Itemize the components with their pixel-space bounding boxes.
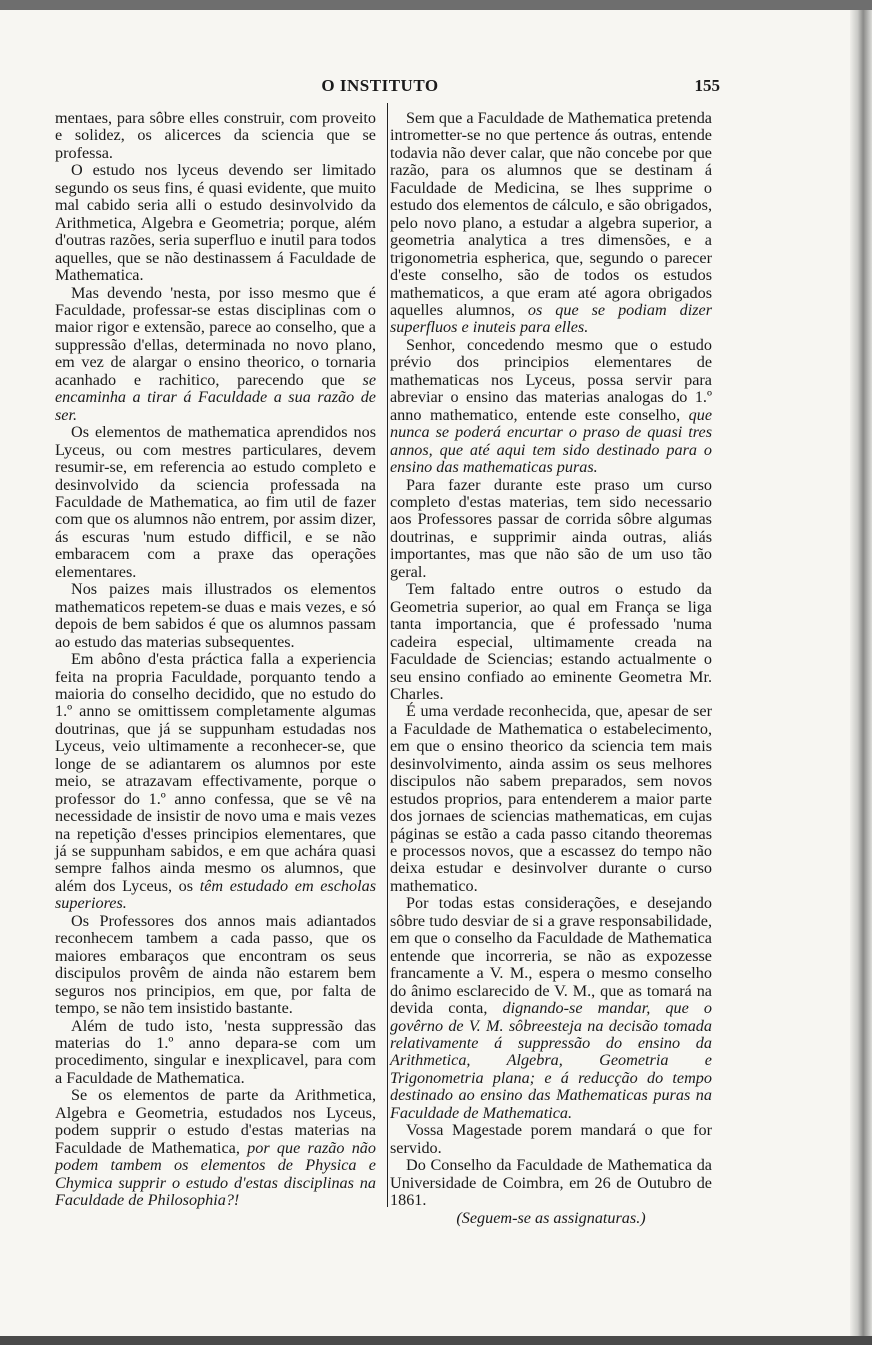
left-paragraph-9-text: Se os elementos de parte da Arithmetica, Algebra e Geometria, estudados nos Lyceus, podem supprir o estudo d'estas materias na Faculdade de Mathematica, (55, 1086, 376, 1157)
scan-top-border (0, 0, 872, 10)
left-paragraph-4: Os elementos de mathematica aprendidos nos Lyceus, ou com mestres particulares, devem resumir-se, em referencia ao estudo completo e desinvolvido da sciencia professada na Faculdade de Mathematica, ao fim util de fazer com que os alumnos não entrem, por assim dizer, ás escuras 'num estudo difficil, e se não embaracem com a praxe das operações elementares. (55, 423, 376, 581)
left-paragraph-8: Além de tudo isto, 'nesta suppressão das materias do 1.º anno depara-se com um procedimento, singular e inexplicavel, para com a Faculdade de Mathematica. (55, 1016, 376, 1087)
left-paragraph-3-emphasis: se encaminha a tirar á Faculdade a sua razão de ser. (55, 370, 376, 424)
right-paragraph-5: É uma verdade reconhecida, que, apesar de ser a Faculdade de Mathematica o estabelecimento, em que o ensino theorico da sciencia tem mais desinvolvimento, ainda assim os seus melhores discipulos não sabem preparados, sem novos estudos proprios, para entenderem a maior parte dos jornaes de sciencias mathematicas, em cujas páginas se estão a cada passo citando theoremas e processos novos, que a escassez do tempo não deixa estudar e desinvolver durante o curso mathematico. (390, 702, 712, 895)
left-paragraph-7: Os Professores dos annos mais adiantados reconhecem tambem a cada passo, que os maiores embaraços que encontram os seus discipulos provêm de ainda não estarem bem seguros nos principios, em que, por falta de tempo, se não tem insistido bastante. (55, 911, 376, 1018)
right-paragraph-2-text: Senhor, concedendo mesmo que o estudo prévio dos principios elementares de mathematicas nos Lyceus, possa servir para abreviar o ensino das materias analogas do 1.º anno mathematico, entende este conselho, (390, 335, 712, 424)
column-divider (387, 103, 388, 1207)
left-paragraph-1: mentaes, para sôbre elles construir, com proveito e solidez, os alicerces da sciencia que se professa. (55, 109, 376, 162)
right-paragraph-2 (390, 337, 712, 477)
right-paragraph-6 (390, 895, 712, 1122)
left-paragraph-3 (55, 285, 376, 425)
scan-bottom-border (0, 1336, 872, 1345)
right-column (390, 110, 712, 1227)
right-paragraph-1 (390, 110, 712, 337)
right-paragraph-6-text: Por todas estas considerações, e desejando sôbre tudo desviar de si a grave responsabilidade, em que o conselho da Faculdade de Mathematica entende que incorreria, se não as expozesse francamente a V. M., espera o mesmo conselho do ânimo esclarecido de V. M., que as tomará na devida conta, (390, 894, 712, 1018)
right-paragraph-3: Para fazer durante este praso um curso completo d'estas materias, tem sido necessario aos Professores passar de corrida sôbre algumas doutrinas, e supprimir ainda outras, aliás importantes, mas que não são de um uso tão geral. (390, 475, 712, 581)
left-paragraph-6-emphasis: têm estudado em escholas superiores. (55, 876, 376, 913)
left-paragraph-9 (55, 1087, 376, 1209)
left-paragraph-6-text: Em abôno d'esta práctica falla a experiencia feita na propria Faculdade, porquanto tendo a maioria do conselho decidido, que no estudo do 1.º anno se omittissem completamente algumas doutrinas, que já se suppunham estudadas nos Lyceus, veio ultimamente a reconhecer-se, que longe de se adiantarem os alumnos por este meio, se atrazavam effectivamente, porque o professor do 1.º anno confessa, que se vê na necessidade de insistir de novo uma e mais vezes na repetição d'esses principios elementares, que já se suppunham sabidos, e em que achára quasi sempre falhos ainda mesmo os alumnos, que além dos Lyceus, os (55, 650, 376, 895)
left-paragraph-5: Nos paizes mais illustrados os elementos mathematicos repetem-se duas e mais vezes, e só depois de bem sabidos é que os alumnos passam ao estudo das materias subsequentes. (55, 580, 376, 651)
left-paragraph-2: O estudo nos lyceus devendo ser limitado segundo os seus fins, é quasi evidente, que muito mal cabido seria alli o estudo desinvolvido da Arithmetica, Algebra e Geometria; porque, além d'outras razões, seria superfluo e inutil para todos aquelles, que se não destinassem á Faculdade de Mathematica. (55, 161, 376, 285)
right-paragraph-2-emphasis: que nunca se poderá encurtar o praso de quasi tres annos, que até aqui tem sido destinado para o ensino das mathematicas puras. (390, 405, 712, 477)
right-paragraph-6-emphasis: dignando-se mandar, que o govêrno de V. M. sôbreesteja na decisão tomada relativamente á suppressão do ensino da Arithmetica, Algebra, Geometria e Trigonometria plana; e á reducção do tempo destinado ao ensino das Mathematicas puras na Faculdade de Mathematica. (390, 999, 712, 1122)
left-paragraph-6 (55, 651, 376, 913)
signatures-note (390, 1210, 712, 1227)
right-paragraph-1-text: Sem que a Faculdade de Mathematica pretenda intrometter-se no que pertence ás outras, entende todavia não dever calar, que não concebe por que razão, para os alumnos que se destinam á Faculdade de Medicina, se lhes supprime o estudo dos elementos de cálculo, e são obrigados, pelo novo plano, a estudar a algebra superior, a geometria analytica a tres dimensões, e a trigonometria espherica, que, segundo o parecer d'este conselho, são de todos os estudos mathematicos, a que eram até agora obrigados aquelles alumnos, (390, 109, 712, 319)
signatures-note-text: (Seguem-se as assignaturas.) (456, 1208, 646, 1227)
running-header-title: O INSTITUTO (321, 76, 439, 95)
right-paragraph-1-emphasis: os que se podiam dizer superfluos e inuteis para elles. (390, 300, 713, 337)
left-paragraph-3-text: Mas devendo 'nesta, por isso mesmo que é Faculdade, professar-se estas disciplinas com o maior rigor e extensão, parece ao conselho, que a suppressão d'ellas, determinada no novo plano, em vez de alargar o ensino theorico, o tornaria acanhado e rachitico, parecendo que (55, 283, 376, 389)
right-paragraph-4: Tem faltado entre outros o estudo da Geometria superior, ao qual em França se liga tanta importancia, que é professado 'numa cadeira especial, ultimamente creada na Faculdade de Sciencias; estando actualmente o seu ensino confiado ao eminente Geometra Mr. Charles. (390, 580, 712, 703)
book-spine-edge (850, 10, 872, 1336)
page-number: 155 (694, 76, 720, 95)
right-paragraph-8: Do Conselho da Faculdade de Mathematica da Universidade de Coimbra, em 26 de Outubro de 1861. (390, 1156, 712, 1210)
left-column (55, 110, 376, 1210)
right-paragraph-7: Vossa Magestade porem mandará o que for servido. (390, 1121, 712, 1157)
left-paragraph-9-emphasis: por que razão não podem tambem os elementos de Physica e Chymica supprir o estudo d'estas disciplinas na Faculdade de Philosophia?! (55, 1138, 376, 1210)
